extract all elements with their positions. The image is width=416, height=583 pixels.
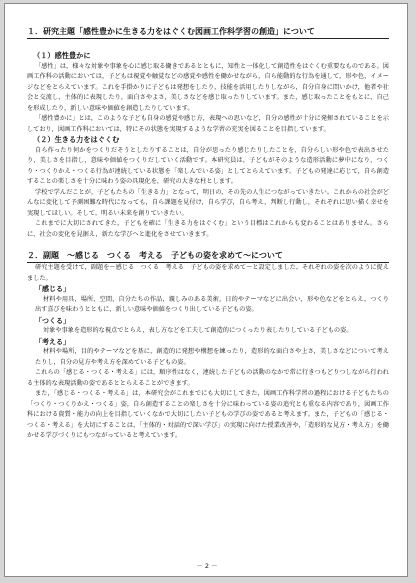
document-page xyxy=(4,3,408,577)
subsection2-heading: （２）生きる力をはぐくむ xyxy=(33,135,120,144)
item-feel-text: 材料や用具，場所，空間，自分たちの作品，親しみのある美術，日的やテーマなどに出会い，形や色などをとらえ，つくり出す喜びを味わうとともに，新しい意味や価値をつくり出している子どもの姿。 xyxy=(35,295,389,313)
item-make-label: 「つくる」 xyxy=(35,316,70,325)
item-feel-label: 「感じる」 xyxy=(35,285,70,293)
subsection2-paragraph-2: 学校で学んだことが，子どもたちの「生きる力」となって，明日の，その先の人生につながっていきたい。これからの社会がどんなに変化して予測困難な時代になっても，自ら課題を見付け，自ら学び，自ら考え，判断し行動し，それぞれに思い描く幸せを実現してほしい。そして，明るい未来を創りていきたい。 xyxy=(27,188,389,217)
page-content xyxy=(27,26,389,442)
item-think-text: 材料や場所，目的やテーマなどを基に，創造的に発想や構想を練ったり，造形的な面白さや上さ，美しさなどについて考えたりし，自分の見方や考え方を深めている子どもの姿。 xyxy=(35,348,389,366)
item-think-label: 「考える」 xyxy=(35,337,70,346)
subsection2-paragraph-3: これまでに大切にされてきた，子どもを確に「生きる力をはぐくむ」という目標はこれからも変わることはありません。さらに，社会の変化を見据え，新たな学びへと進化をさせていきます。 xyxy=(27,220,389,238)
section2-heading: ２．副題 ～感じる つくる 考える 子どもの姿を求めて～について xyxy=(27,250,389,263)
section2-paragraph-1: これらの「感じる・つくる・考える」には，順序性はなく，連続した子どもの活動のなかで常に行きつもどりつしながら行われる主体的な表現活動の姿であるととらえることができます。 xyxy=(27,369,389,387)
section2-intro: 研究主題を受けて，副題を～感じる つくる 考える 子どもの姿を求めて～と設定しました。それぞれの姿を次のように捉えました。 xyxy=(27,264,389,282)
section2-paragraph-2: また，「感じる・つくる・考える」は，本研究会がこれまでにも大切にしてきた，図画工作科学習の過程における子どもたちの「つくり・つくりかえ・つくる」姿，自ら創造することの楽しさを十分に味わっている姿の追究とも重なる内容であり，図画工作科における資質・能力の向上を目指していくなかで大切にしたい子どもの学びの姿であると考えます。また，子どもの「感じる・つくる・考える」を大切にすることは，「主体的・対話的で深い学び」の実現に向けた授業改善や，「造形的な見方・考え方」を働かせる学びづくりにもつながっていると考えています。 xyxy=(27,390,389,439)
subsection1-paragraph-1: 「感性」は，様々な対象や事象を心に感じ取る働きであるとともに，知性と一体化して創造性をはぐくむ重要なものである。図画工作科の活動においては，子どもは視覚や触覚などの感覚や感性を働かせながら，自ら能動的な行為を通して，形や色，イメージなどをとらえています。これを手掛かりに子どもは発想をしたり，技能を活用したりしながら，自分自身に問いかけ，他者や社会と交流し，主体的に表現したり，面白さやよさ，美しさなどを感じ取ったりしています。また，感じ取ったことをもとに，自己を形成したり，新しい意味や価値を創造したりしています。 xyxy=(27,62,389,112)
subsection1-paragraph-2: 「感性豊かに」とは，このような子ども自身の感覚や感じ方，表現への思いなど，自分の感性が十分に発揮されていることを示しており，図画工作科においては，特にその状態を実現するような学習の充実を図ることを目指しています。 xyxy=(27,115,389,133)
subsection1-heading: （１）感性豊かに xyxy=(33,51,91,60)
subsection2-paragraph-1: 自ら作ったり何かをつくりだそうとしたりすることは，自分が思ったり感じたりしたことを，自分らしい形や色で表出させたり，美しさを目指し，意味や価値をつくりだしていく活動です。本研究員は，子どもがそのような造形活動に夢中になり，つくり・つくりかえ・つくる行為が連続している状態を「楽しんでいる姿」としてとらえています。子どもの発達に応じて，自ら創造することの楽しさを十分に味わう姿の具現化を，研究の大きな柱とします。 xyxy=(27,146,389,185)
section1-heading: １．研究主題「感性豊かに生きる力をはぐくむ図画工作科学習の創造」について xyxy=(27,26,389,39)
item-make-text: 対象や事象を造形的な視点でとらえ，表し方などを工夫して創造的につくったり表したりしている子どもの姿。 xyxy=(43,327,353,334)
page-number: － 2 － xyxy=(196,562,218,570)
